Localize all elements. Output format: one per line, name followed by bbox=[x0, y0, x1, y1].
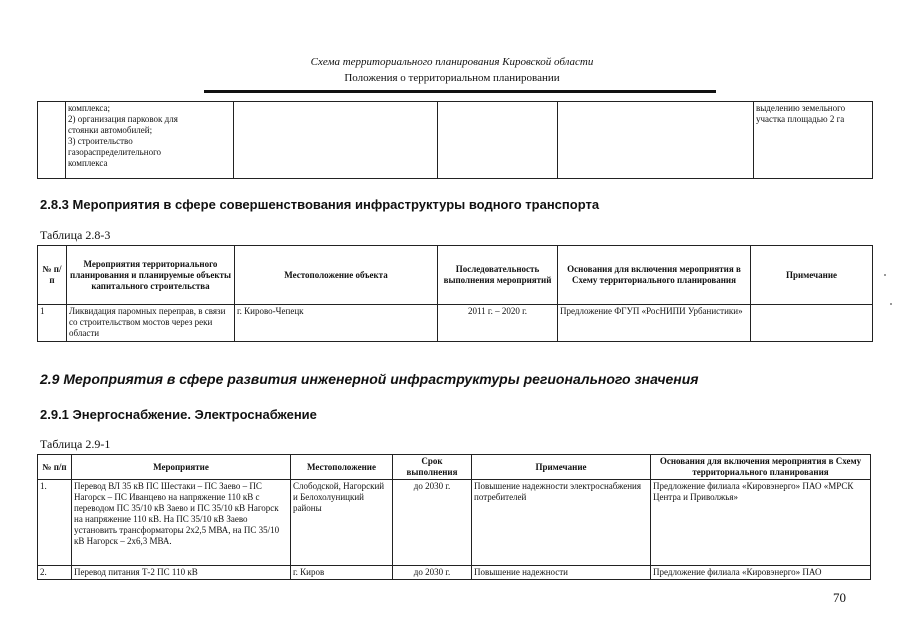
header-rule bbox=[204, 90, 716, 93]
cell-line: участка площадью 2 га bbox=[756, 114, 845, 124]
column-header: Мероприятие bbox=[72, 455, 291, 480]
column-header: Местоположение bbox=[291, 455, 393, 480]
table-cell: Предложение ФГУП «РосНИПИ Урбанистики» bbox=[558, 305, 751, 342]
table-cell bbox=[66, 102, 234, 179]
cell-line: стоянки автомобилей; bbox=[68, 125, 153, 135]
column-header: Местоположение объекта bbox=[235, 246, 438, 305]
table-cell: 1 bbox=[38, 305, 67, 342]
table-cell bbox=[558, 102, 754, 179]
document-header-title: Схема территориального планирования Кировской области bbox=[310, 56, 594, 68]
cell-line: выделению земельного bbox=[756, 103, 846, 113]
table-cell: Слободской, Нагорский и Белохолуницкий районы bbox=[291, 480, 393, 566]
table-cell: 2011 г. – 2020 г. bbox=[438, 305, 558, 342]
page-number: 70 bbox=[833, 590, 846, 605]
table-cell: Перевод питания Т-2 ПС 110 кВ bbox=[72, 566, 291, 580]
table-caption-2-9-1: Таблица 2.9-1 bbox=[40, 437, 111, 451]
table-row bbox=[38, 566, 871, 580]
table-cell bbox=[38, 102, 66, 179]
table-cell: Повышение надежности электроснабжения потребителей bbox=[472, 480, 651, 566]
column-header: Примечание bbox=[751, 246, 873, 305]
table-cell bbox=[438, 102, 558, 179]
table-2-8-3 bbox=[37, 245, 873, 342]
column-header: Основания для включения мероприятия в Схему территориального планирования bbox=[558, 246, 751, 305]
table-cell: 1. bbox=[38, 480, 72, 566]
table-cell: Ликвидация паромных переправ, в связи со строительством мостов через реки области bbox=[67, 305, 235, 342]
table-cell: до 2030 г. bbox=[393, 480, 472, 566]
continued-table bbox=[37, 101, 873, 179]
table-cell: Предложение филиала «Кировэнерго» ПАО «МРСК Центра и Приволжья» bbox=[651, 480, 871, 566]
table-caption-2-8-3: Таблица 2.8-3 bbox=[40, 228, 111, 242]
section-heading-2-9: 2.9 Мероприятия в сфере развития инженерной инфраструктуры регионального значения bbox=[40, 371, 699, 387]
column-header: Основания для включения мероприятия в Схему территориального планирования bbox=[651, 455, 871, 480]
cell-line: 2) организация парковок для bbox=[68, 114, 178, 124]
scan-speck bbox=[890, 303, 892, 305]
document-header-subtitle: Положения о территориальном планировании bbox=[344, 72, 560, 84]
cell-line: 3) строительство bbox=[68, 136, 133, 146]
column-header: Срок выполнения bbox=[393, 455, 472, 480]
cell-line: газораспределительного bbox=[68, 147, 162, 157]
section-heading-2-8-3: 2.8.3 Мероприятия в сфере совершенствования инфраструктуры водного транспорта bbox=[40, 197, 600, 212]
column-header: Мероприятия территориального планирования и планируемые объекты капитального строительства bbox=[67, 246, 235, 305]
scan-speck bbox=[884, 274, 886, 276]
table-cell bbox=[754, 102, 873, 179]
table-row bbox=[38, 480, 871, 566]
column-header: № п/п bbox=[38, 246, 67, 305]
table-cell: г. Кирово-Чепецк bbox=[235, 305, 438, 342]
column-header: № п/п bbox=[38, 455, 72, 480]
cell-line: комплекса bbox=[68, 158, 108, 168]
table-cell: Предложение филиала «Кировэнерго» ПАО bbox=[651, 566, 871, 580]
column-header: Последовательность выполнения мероприятий bbox=[438, 246, 558, 305]
table-cell: г. Киров bbox=[291, 566, 393, 580]
table-cell: 2. bbox=[38, 566, 72, 580]
table-2-9-1 bbox=[37, 454, 871, 580]
section-heading-2-9-1: 2.9.1 Энергоснабжение. Электроснабжение bbox=[40, 407, 317, 422]
table-cell: Повышение надежности bbox=[472, 566, 651, 580]
table-cell bbox=[751, 305, 873, 342]
cell-line: комплекса; bbox=[68, 103, 110, 113]
column-header: Примечание bbox=[472, 455, 651, 480]
table-cell: до 2030 г. bbox=[393, 566, 472, 580]
table-cell bbox=[234, 102, 438, 179]
table-cell: Перевод ВЛ 35 кВ ПС Шестаки – ПС Заево – ПС Нагорск – ПС Иванцево на напряжение 110 кВ с переводом ПС 35/10 кВ Заево и ПС 35/10 кВ Нагорск на напряжение 110 кВ. На ПС 35/10 кВ Заево установить трансформаторы 2х2,5 МВА, на ПС 35/10 кВ Нагорск – 2х6,3 МВА. bbox=[72, 480, 291, 566]
table-row bbox=[38, 305, 873, 342]
